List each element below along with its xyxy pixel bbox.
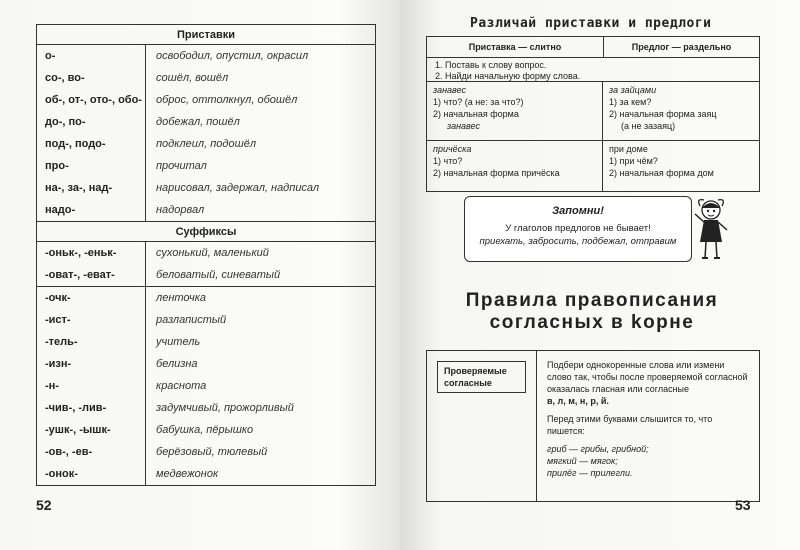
examples-cell: добежал, пошёл <box>145 111 375 133</box>
prefixes-header: Приставки <box>37 25 375 45</box>
examples-cell: задумчивый, прожорливый <box>145 397 375 419</box>
rule-example-3: прилёг — прилегли. <box>547 468 633 478</box>
morpheme-cell: до-, по- <box>45 116 86 128</box>
examples-cell: надорвал <box>145 199 375 221</box>
prep-initial-form: 2) начальная форма заяц <box>609 109 717 119</box>
rule-table <box>426 350 760 502</box>
examples-cell: берёзовый, тюлевый <box>145 441 375 463</box>
examples-cell: учитель <box>145 331 375 353</box>
table-row <box>37 89 375 111</box>
table-row <box>37 242 375 264</box>
table-divider <box>145 44 146 221</box>
examples-cell: сухонький, маленький <box>145 242 375 264</box>
examples-cell: разлапистый <box>145 309 375 331</box>
examples-cell: оброс, оттолкнул, обошёл <box>145 89 375 111</box>
table-row <box>37 441 375 463</box>
table-row <box>37 375 375 397</box>
rule-letters: в, л, м, н, р, й. <box>547 396 609 406</box>
section-title-line-2: согласных в kорне <box>489 312 695 333</box>
morpheme-cell: об-, от-, ото-, обо- <box>45 94 142 106</box>
preposition-example-2 <box>603 141 759 191</box>
remember-examples: приехать, забросить, подбежал, отправим <box>479 236 677 247</box>
girl-illustration-icon <box>690 196 732 262</box>
table-row <box>37 264 375 286</box>
examples-cell: сошёл, вошёл <box>145 67 375 89</box>
examples-cell: белизна <box>145 353 375 375</box>
table-header <box>427 37 759 58</box>
col-preposition-header: Предлог — раздельно <box>631 42 732 52</box>
table-row <box>37 177 375 199</box>
prefix-answer: занавес <box>447 121 480 131</box>
page-number-left: 52 <box>36 497 52 513</box>
prefix-word: занавес <box>433 85 466 95</box>
examples-cell: нарисовал, задержал, надписал <box>145 177 375 199</box>
morpheme-table <box>36 24 376 486</box>
prefix-question: 1) что? (а не: за что?) <box>433 97 524 107</box>
rule-example-2: мягкий — мягок; <box>547 456 618 466</box>
col-prefix-header: Приставка — слитно <box>427 37 604 57</box>
morpheme-cell: -онок- <box>45 468 78 480</box>
examples-cell: краснота <box>145 375 375 397</box>
examples-cell: прочитал <box>145 155 375 177</box>
instruction-2: 2. Найди начальную форму слова. <box>435 71 581 81</box>
examples-cell: подклеил, подошёл <box>145 133 375 155</box>
rule-label-cell <box>427 351 537 501</box>
remember-box <box>464 196 692 262</box>
morpheme-cell: со-, во- <box>45 72 85 84</box>
table-row <box>37 353 375 375</box>
morpheme-cell: -ист- <box>45 314 71 326</box>
examples-cell: бабушка, пёрышко <box>145 419 375 441</box>
example-row-2 <box>427 141 759 191</box>
table-row <box>37 133 375 155</box>
rule-example-1: гриб — грибы, грибной; <box>547 444 649 454</box>
table-row <box>37 397 375 419</box>
prep-word: при доме <box>609 144 648 154</box>
morpheme-cell: -чив-, -лив- <box>45 402 107 414</box>
table-row <box>37 286 375 309</box>
rule-text-cell <box>537 351 759 501</box>
morpheme-cell: -изн- <box>45 358 72 370</box>
prefix-initial-form: 2) начальная форма причёска <box>433 168 560 178</box>
morpheme-cell: -оньк-, -еньк- <box>45 247 117 259</box>
page-number-right: 53 <box>735 497 751 513</box>
prefix-question: 1) что? <box>433 156 463 166</box>
table-row <box>37 67 375 89</box>
morpheme-cell: -очк- <box>45 292 71 304</box>
morpheme-cell: надо- <box>45 204 76 216</box>
prep-note: (а не зазаяц) <box>621 121 676 131</box>
prep-word: за зайцами <box>609 85 657 95</box>
example-row-1 <box>427 82 759 141</box>
examples-cell: беловатый, синеватый <box>145 264 375 286</box>
remember-title: Запомни! <box>552 205 604 217</box>
rule-label: Проверяемые согласные <box>437 361 526 393</box>
right-page-title: Различай приставки и предлоги <box>470 16 712 31</box>
prep-question: 1) за кем? <box>609 97 652 107</box>
table-row <box>37 309 375 331</box>
prefix-example-2 <box>427 141 603 191</box>
prep-initial-form: 2) начальная форма дом <box>609 168 714 178</box>
examples-cell: освободил, опустил, окрасил <box>145 45 375 67</box>
section-title <box>426 290 758 334</box>
morpheme-cell: о- <box>45 50 56 62</box>
morpheme-cell: -ов-, -ев- <box>45 446 93 458</box>
prep-question: 1) при чём? <box>609 156 658 166</box>
instruction-1: 1. Поставь к слову вопрос. <box>435 60 547 70</box>
suffixes-header: Суффиксы <box>37 221 375 242</box>
table-row <box>37 45 375 67</box>
morpheme-cell: -оват-, -еват- <box>45 269 115 281</box>
morpheme-cell: -тель- <box>45 336 78 348</box>
morpheme-cell: про- <box>45 160 69 172</box>
table-row <box>37 463 375 485</box>
suffix-rows <box>37 242 375 485</box>
rule-text: Подбери однокоренные слова или измени слово так, чтобы после проверяемой согласной оказалась гласная или согласные <box>547 360 748 394</box>
morpheme-cell: под-, подо- <box>45 138 106 150</box>
morpheme-cell: -ушк-, -ышк- <box>45 424 111 436</box>
prefix-word: причёска <box>433 144 472 154</box>
table-row <box>37 419 375 441</box>
prefix-initial-form: 2) начальная форма <box>433 109 519 119</box>
table-row <box>37 155 375 177</box>
rule-text-2: Перед этими буквами слышится то, что пишется: <box>547 414 713 436</box>
examples-cell: ленточка <box>145 287 375 309</box>
remember-text: У глаголов предлогов не бывает! <box>505 223 651 234</box>
morpheme-cell: -н- <box>45 380 59 392</box>
prefix-rows <box>37 45 375 221</box>
instructions <box>427 58 759 82</box>
table-row <box>37 199 375 221</box>
section-title-line-1: Правила правописания <box>465 290 719 311</box>
prefix-example-1 <box>427 82 603 140</box>
table-row <box>37 331 375 353</box>
examples-cell: медвежонок <box>145 463 375 485</box>
morpheme-cell: на-, за-, над- <box>45 182 113 194</box>
prefix-vs-preposition-table <box>426 36 760 192</box>
table-row <box>37 111 375 133</box>
preposition-example-1 <box>603 82 759 140</box>
